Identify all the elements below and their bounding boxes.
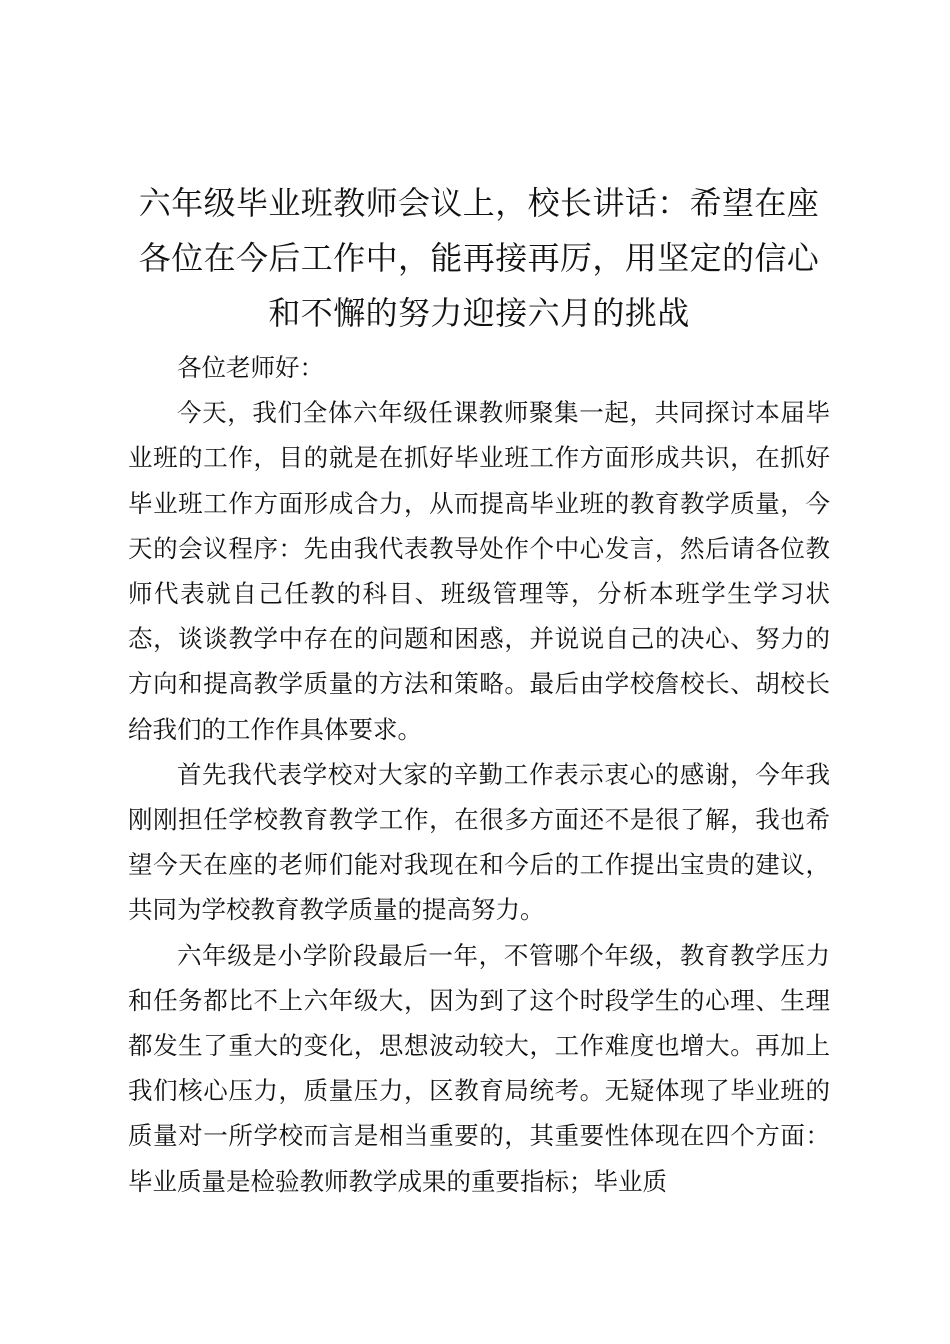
- salutation: 各位老师好：: [177, 353, 324, 382]
- paragraph-3: 六年级是小学阶段最后一年，不管哪个年级，教育教学压力和任务都比不上六年级大，因为到了这个时段学生的心理、生理都发生了重大的变化，思想波动较大，工作难度也增大。再加上我们核心压力，质量压力，区教育局统考。无疑体现了毕业班的质量对一所学校而言是相当重要的，其重要性体现在四个方面：毕业质量是检验教师教学成果的重要指标；毕业质: [128, 940, 830, 1196]
- document-body: [128, 345, 830, 1204]
- document-title: 六年级毕业班教师会议上，校长讲话：希望在座各位在今后工作中，能再接再厉，用坚定的信心和不懈的努力迎接六月的挑战: [138, 184, 820, 332]
- document-page: [128, 176, 830, 1204]
- paragraph-2: 首先我代表学校对大家的辛勤工作表示衷心的感谢，今年我刚刚担任学校教育教学工作，在很多方面还不是很了解，我也希望今天在座的老师们能对我现在和今后的工作提出宝贵的建议，共同为学校教育教学质量的提高努力。: [128, 759, 830, 925]
- paragraph-1: 今天，我们全体六年级任课教师聚集一起，共同探讨本届毕业班的工作，目的就是在抓好毕业班工作方面形成共识，在抓好毕业班工作方面形成合力，从而提高毕业班的教育教学质量，今天的会议程序：先由我代表教导处作个中心发言，然后请各位教师代表就自己任教的科目、班级管理等，分析本班学生学习状态，谈谈教学中存在的问题和困惑，并说说自己的决心、努力的方向和提高教学质量的方法和策略。最后由学校詹校长、胡校长给我们的工作作具体要求。: [128, 398, 830, 744]
